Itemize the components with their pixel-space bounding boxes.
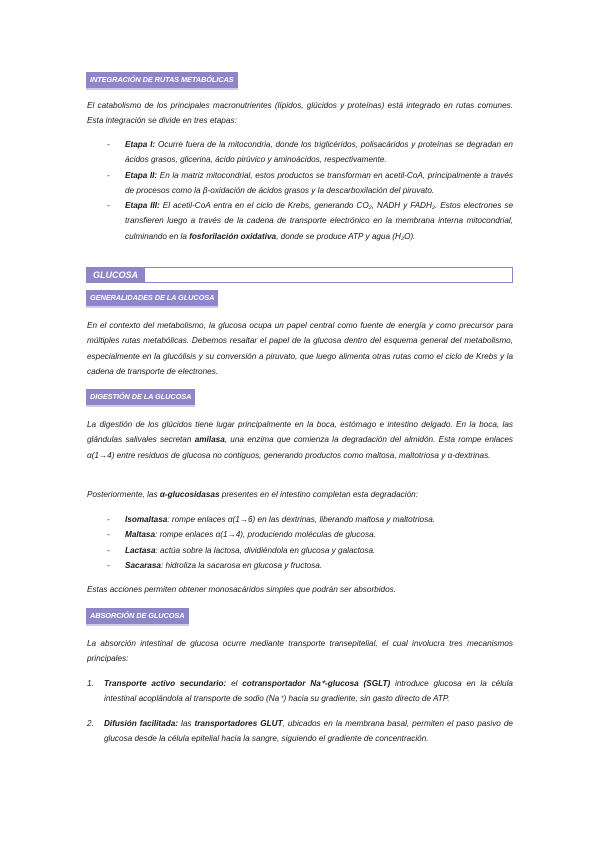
- absorption-list: [87, 676, 513, 746]
- digestion-paragraph-2: Posteriormente, las α-glucosidasas presentes en el intestino completan esta degradación:: [87, 490, 418, 499]
- stages-list: [107, 137, 514, 244]
- list-item: - Etapa II: En la matriz mitocondrial, estos productos se transforman en acetil-CoA, principalmente a través de procesos como la β-oxidación de ácidos grasos y la descarboxilación del piruvato.: [107, 170, 513, 195]
- list-item: 2. Difusión facilitada: las transportadores GLUT, ubicados en la membrana basal, permiten el paso pasivo de glucosa desde la célula epitelial hacia la sangre, siguiendo el gradiente de concentración.: [87, 718, 513, 743]
- list-item: - Lactasa: actúa sobre la lactosa, dividiéndola en glucosa y galactosa.: [107, 545, 376, 555]
- section-heading-absorption: ABSORCIÓN DE GLUCOSA: [86, 608, 189, 624]
- list-item: - Sacarasa: hidroliza la sacarosa en glucosa y fructosa.: [107, 560, 323, 570]
- list-item: - Etapa III: El acetil-CoA entra en el ciclo de Krebs, generando CO₂, NADH y FADH₂. Estos electrones se transfieren luego a través de la cadena de transporte electrónico en la membrana interna mitocondrial, culminando en la fosforilación oxidativa, donde se produce ATP y agua (H₂O).: [107, 201, 514, 241]
- digestion-paragraph-3: Estas acciones permiten obtener monosacáridos simples que podrán ser absorbidos.: [87, 585, 397, 594]
- section-heading-generalities: GENERALIDADES DE LA GLUCOSA: [86, 290, 218, 306]
- integration-intro: El catabolismo de los principales macronutrientes (lípidos, glúcidos y proteínas) está integrado en rutas comunes. Esta integración se divide en tres etapas:: [87, 101, 513, 126]
- digestion-paragraph-1: La digestión de los glúcidos tiene lugar principalmente en la boca, estómago e intestino delgado. En la boca, las glándulas salivales secretan amilasa, una enzima que comienza la degradación del almidón. Esta rompe enlaces α(1→4) entre residuos de glucosa no contiguos, generando productos como maltosa, maltotriosa y α-dextrinas.: [87, 420, 513, 460]
- section-heading-integration: INTEGRACIÓN DE RUTAS METABÓLICAS: [86, 72, 238, 88]
- list-item: - Maltasa: rompe enlaces α(1→4), produciendo moléculas de glucosa.: [107, 530, 376, 540]
- generalities-text: En el contexto del metabolismo, la glucosa ocupa un papel central como fuente de energía y como precursor para múltiples rutas metabólicas. Debemos resaltar el papel de la glucosa dentro del esquema general del metabolismo, especialmente en la glucólisis y su conversión a piruvato, que luego alimenta otras rutas como el ciclo de Krebs y la cadena de transporte de electrones.: [87, 321, 513, 376]
- enzymes-list: [107, 512, 513, 573]
- chapter-heading-glucosa: GLUCOSA: [86, 267, 513, 283]
- absorption-intro: La absorción intestinal de glucosa ocurre mediante transporte transepitelial, el cual involucra tres mecanismos principales:: [87, 639, 513, 664]
- section-heading-digestion: DIGESTIÓN DE LA GLUCOSA: [86, 389, 195, 405]
- list-item: - Isomaltasa: rompe enlaces α(1→6) en las dextrinas, liberando maltosa y maltotriosa.: [107, 515, 436, 524]
- list-item: - Etapa I: Ocurre fuera de la mitocondria, donde los triglicéridos, polisacáridos y proteínas se degradan en ácidos grasos, glicerina, ácido pirúvico y aminoácidos, respectivamente.: [107, 140, 513, 165]
- list-item: 1. Transporte activo secundario: el cotransportador Na⁺-glucosa (SGLT) introduce glucosa en la célula intestinal acoplándola al transporte de sodio (Na⁺) hacia su gradiente, sin gasto directo de ATP.: [87, 679, 513, 704]
